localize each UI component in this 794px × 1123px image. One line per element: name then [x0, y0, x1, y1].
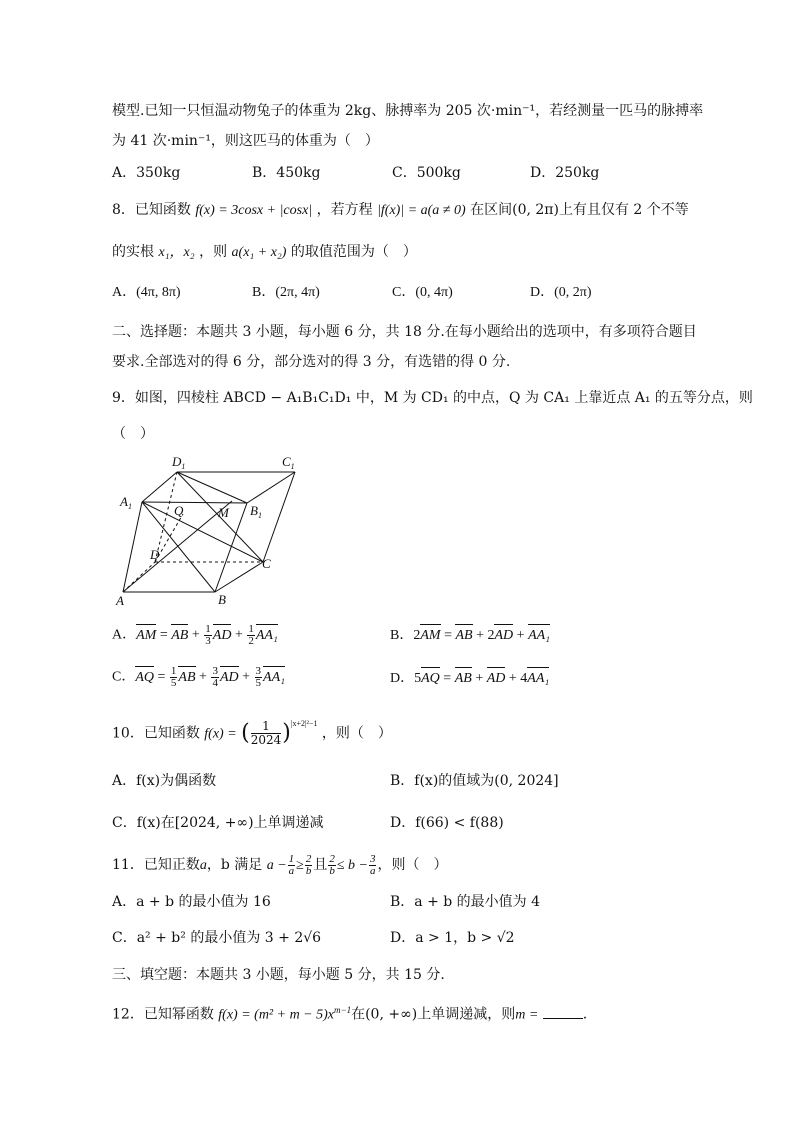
label-B: B — [218, 592, 226, 607]
q8-expr: a(x₁ + x₂) — [231, 245, 287, 260]
section2-line1: 二、选择题：本题共 3 小题，每小题 6 分，共 18 分.在每小题给出的选项中，有多项符合题目 — [112, 324, 697, 340]
q11-option-b: B．a + b 的最小值为 4 — [390, 894, 541, 910]
q7-line1: 模型.已知一只恒温动物兔子的体重为 2kg、脉搏率为 205 次·min⁻¹，若经测量一匹马的脉搏率 — [112, 103, 704, 119]
q10-line: 10．已知函数 f(x) = ( $\frac{1}{2024}$ )$^{|x+2|^2-1}$ ，则（ ） — [112, 719, 392, 748]
label-D1: $D_1$ — [172, 454, 186, 471]
q8-l2c: 的取值范围为（ ） — [290, 244, 417, 260]
section3-title: 三、填空题：本题共 3 小题，每小题 5 分，共 15 分. — [112, 967, 445, 983]
q9-option-d: D．5AQ = AB + AD + 4AA₁ — [390, 671, 550, 686]
label-A1: $A_1$ — [120, 494, 132, 511]
edge-CC1 — [263, 472, 295, 562]
q11-option-d: D．a > 1，b > √2 — [390, 930, 515, 946]
vec-AA1: AA₁ — [255, 627, 278, 643]
q7-option-c: C．500kg — [392, 165, 461, 181]
edge-AD — [123, 562, 155, 592]
q8-option-b: B．(2π, 4π) — [252, 285, 320, 300]
q12-function: f(x) = (m² + m − 5)x — [218, 1007, 335, 1023]
q8-equation: |f(x)| = a(a ≠ 0) — [377, 203, 466, 218]
q8-option-a: A．(4π, 8π) — [112, 285, 181, 300]
q8-function: f(x) = 3cosx + |cosx| — [195, 203, 313, 218]
q11-option-a: A．a + b 的最小值为 16 — [112, 894, 271, 910]
label-C1: $C_1$ — [282, 454, 295, 471]
q7-option-b: B．450kg — [252, 165, 321, 181]
vec-AQ: AQ — [135, 669, 155, 685]
q8-l2a: 的实根 — [112, 244, 154, 260]
q10-option-d: D．f(66) < f(88) — [390, 815, 504, 831]
vec-AM: AM — [136, 627, 157, 643]
q10-function: f(x) = — [204, 726, 237, 742]
q12-line: 12．已知幂函数 $f(x) = (m^2 + m - 5)x^{m-1}$在(0, +∞)上单调递减，则m = . — [112, 1005, 588, 1023]
q8-line1 — [112, 201, 689, 220]
edge-B1C1 — [247, 472, 295, 503]
edge-A1D1 — [142, 472, 177, 502]
q8-l2b: ，则 — [199, 244, 228, 260]
label-Q: Q — [174, 503, 184, 518]
q7-option-d: D．250kg — [530, 165, 600, 181]
label-B1: $B_1$ — [250, 503, 262, 520]
q8-option-c: C．(0, 4π) — [392, 285, 453, 300]
q8-line2 — [112, 243, 417, 262]
q9-option-b: B．2AM = AB + 2AD + AA₁ — [390, 628, 551, 643]
segment-D1B1 — [177, 472, 247, 503]
segment-A1C — [142, 502, 263, 562]
vec-AB: AB — [171, 627, 189, 643]
q8-prefix: 8．已知函数 — [112, 202, 191, 218]
section2-line2: 要求.全部选对的得 6 分，部分选对的得 3 分，有选错的得 0 分. — [112, 354, 511, 370]
edge-BC — [215, 562, 263, 592]
q9-line2: （ ） — [112, 426, 154, 442]
q7-option-a: A．350kg — [112, 165, 181, 181]
q8-roots: x₁，x₂ — [158, 245, 195, 260]
q9-line1: 9．如图，四棱柱 ABCD − A₁B₁C₁D₁ 中，M 为 CD₁ 的中点，Q 为 CA₁ 上靠近点 A₁ 的五等分点，则 — [112, 390, 753, 406]
parallelepiped-figure — [110, 452, 300, 607]
q11-line: 11．已知正数a，b 满足 a − $\frac{1}{a}$ ≥ $\frac{2}{b}$ 且 $\frac{2}{b}$ ≤ b − $\frac{3}{a}$ ，则（ ） — [112, 852, 448, 877]
q10-option-c: C．f(x)在[2024, +∞)上单调递减 — [112, 815, 324, 831]
q10-option-b: B．f(x)的值域为(0, 2024] — [390, 773, 559, 789]
q9-option-c: C．AQ = $\frac{1}{5}$ AB + $\frac{3}{4}$ AD + $\frac{3}{5}$ AA₁ — [112, 665, 285, 689]
label-M: M — [218, 505, 229, 520]
q12-answer-blank[interactable] — [543, 1006, 583, 1019]
q10-exponent: |x+2|²−1 — [290, 719, 318, 728]
q8-option-d: D．(0, 2π) — [530, 285, 592, 300]
vec-AD: AD — [212, 627, 232, 643]
q10-option-a: A．f(x)为偶函数 — [112, 773, 217, 789]
q9-option-a: A．AM = AB + $\frac{1}{3}$ AD + $\frac{1}{2}$ AA₁ — [112, 623, 278, 647]
label-A: A — [116, 593, 124, 607]
label-C: C — [262, 556, 271, 571]
q8-mid: ，若方程 — [316, 202, 373, 218]
q8-tail: 在区间(0, 2π)上有且仅有 2 个不等 — [470, 202, 689, 218]
label-D: D — [150, 547, 160, 562]
q7-line2: 为 41 次·min⁻¹，则这匹马的体重为（ ） — [112, 133, 379, 149]
q11-option-c: C．a² + b² 的最小值为 3 + 2√6 — [112, 930, 322, 946]
